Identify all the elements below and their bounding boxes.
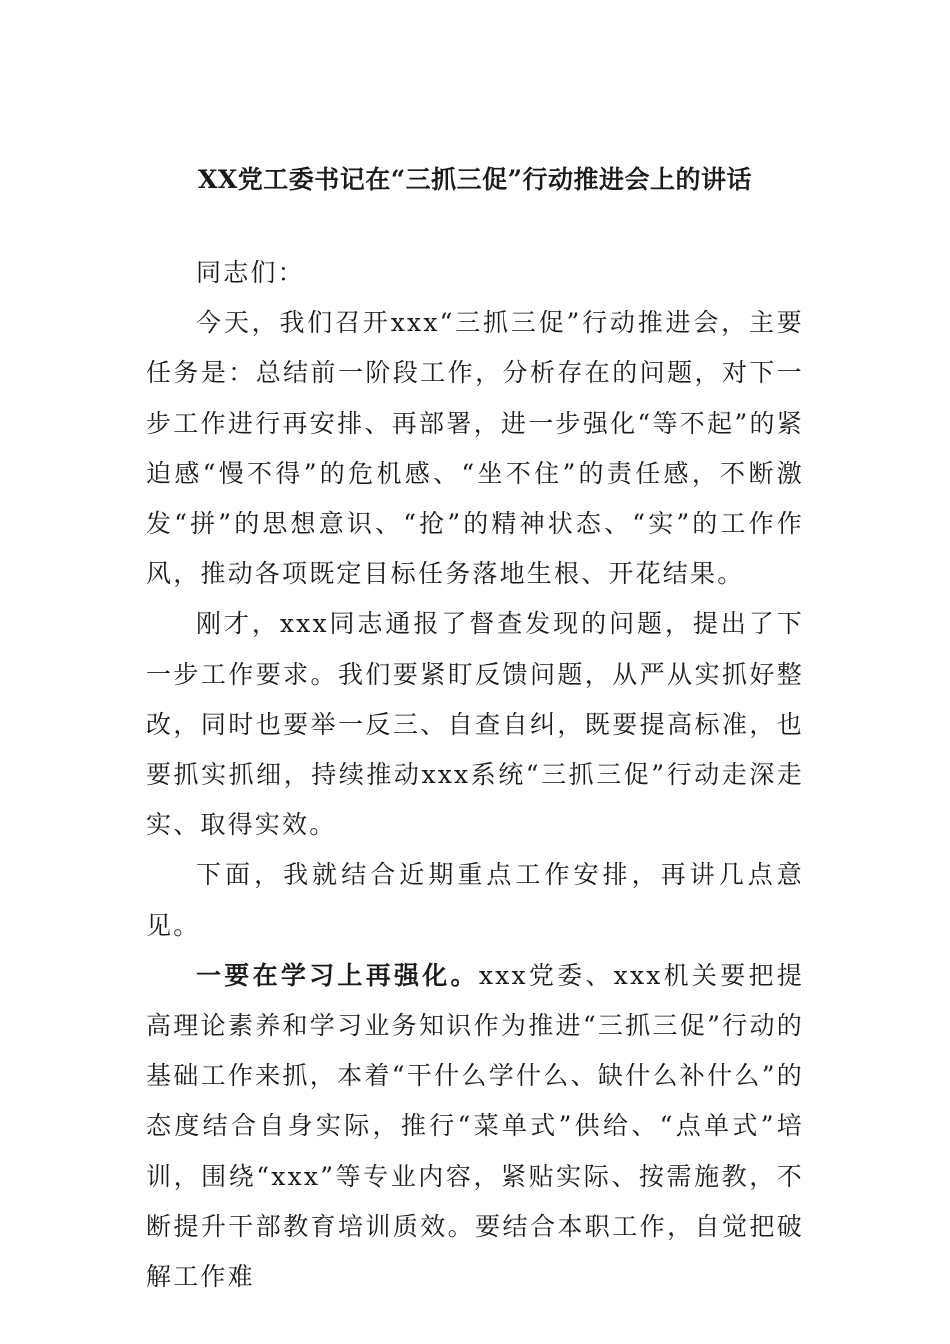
document-body (146, 248, 804, 1302)
paragraph-text: xxx党委、xxx机关要把提高理论素养和学习业务知识作为推进“三抓三促”行动的基础工作来抓，本着“干什么学什么、缺什么补什么”的态度结合自身实际，推行“菜单式”供给、“点单式”培训，围绕“xxx”等专业内容，紧贴实际、按需施教，不断提升干部教育培训质效。要结合本职工作，自觉把破解工作难 (146, 960, 804, 1292)
paragraph-1 (146, 298, 804, 599)
paragraph-text: 下面，我就结合近期重点工作安排，再讲几点意见。 (146, 860, 804, 940)
paragraph-text: 今天，我们召开xxx“三抓三促”行动推进会，主要任务是：总结前一阶段工作，分析存在的问题，对下一步工作进行再安排、再部署，进一步强化“等不起”的紧迫感“慢不得”的危机感、“坐不住”的责任感，不断激发“拼”的思想意识、“抢”的精神状态、“实”的工作作风，推动各项既定目标任务落地生根、开花结果。 (146, 308, 804, 589)
paragraph-lead-heading: 一要在学习上再强化。 (196, 960, 479, 990)
salutation: 同志们： (196, 258, 305, 287)
paragraph-4 (146, 951, 804, 1302)
paragraph-3 (146, 850, 804, 950)
paragraph-2 (146, 599, 804, 850)
document-title: XX党工委书记在“三抓三促”行动推进会上的讲话 (197, 165, 753, 194)
paragraph-text: 刚才，xxx同志通报了督查发现的问题，提出了下一步工作要求。我们要紧盯反馈问题，从严从实抓好整改，同时也要举一反三、自查自纠，既要提高标准，也要抓实抓细，持续推动xxx系统“三抓三促”行动走深走实、取得实效。 (146, 609, 804, 840)
